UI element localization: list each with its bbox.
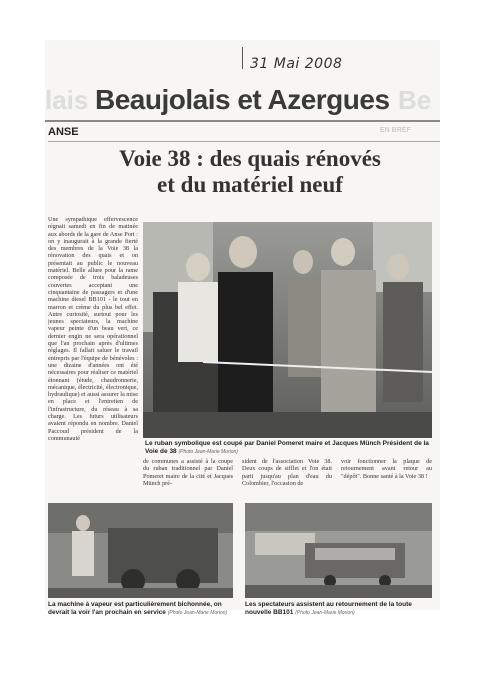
article-body-column-2: de communes a assisté à la coupe du ruban traditionnel par Daniel Pomeret maire de la cité et Jacques Münch pré- xyxy=(143,458,233,487)
main-photo xyxy=(143,222,432,438)
location-kicker: ANSE xyxy=(48,126,79,138)
handwritten-date: 31 Mai 2008 xyxy=(250,56,343,72)
main-photo-credit: (Photo Jean-Marie Morion) xyxy=(178,449,238,455)
steam-caption-text: La machine à vapeur est particulièrement bichonnée, on devrait la voir l'an prochain en service xyxy=(48,601,222,616)
faded-subheading: EN BREF xyxy=(380,127,411,134)
article-body-column-4: voir fonctionner la plaque de retournement avant retour au "dépôt". Bonne santé à la Voie 38 ! xyxy=(341,458,432,480)
faded-heading-left: lais xyxy=(45,85,89,115)
headline-line-1: Voie 38 : des quais rénovés xyxy=(119,146,381,171)
kicker-divider xyxy=(48,141,440,142)
steam-engine-photo xyxy=(48,503,233,598)
turntable-caption xyxy=(245,601,432,617)
article-headline xyxy=(60,146,440,198)
ribbon-ceremony-photo xyxy=(143,222,432,438)
main-photo-caption xyxy=(145,440,430,456)
turntable-image xyxy=(245,503,432,598)
article-body-column-1: Une sympathique effervescence régnait samedi en fin de matinée aux abords de la gare de Anse Port : on y inaugurait à la grande fierté des membres de la Voie 38 la rénovation des quais et on présentait au public le nouveau matériel. Belle allure pour la rame composée de trois baladeuses couvertes acceptant une cinquantaine de passagers et d'une machine diesel BB101 - le tout en marron et crème du plus bel effet. Autre curiosité, surtout pour les jeunes spectateurs, la machine vapeur peinte d'un beau vert, ce dernier engin ne sera opérationnel que l'an prochain après d'ultimes réglages. Il fallait saluer le travail entrepris par l'équipe de bénévoles : une dizaine d'années ont été nécessaires pour réaliser ce matériel étonnant (étude, chaudronnerie, mécanique, électricité, électronique, hydraulique) et aussi assurer la mise en place et l'entretien de l'infrastructure, du réseau à sa charge. Les futurs utilisateurs avaient répondu en nombre. Daniel Paccoud président de la communauté xyxy=(48,216,138,442)
turntable-caption-text: Les spectateurs assistent au retournement de la toute nouvelle BB101 xyxy=(245,601,412,616)
steam-engine-caption xyxy=(48,601,238,617)
section-divider xyxy=(45,120,440,122)
article-body-column-3: sident de l'association Voie 38. Deux coups de sifflet et l'on était parti jusqu'au plan d'eau du Colombier, l'occasion de xyxy=(242,458,332,487)
headline-line-2: et du matériel neuf xyxy=(157,172,343,197)
faded-heading-right: Be xyxy=(398,85,432,115)
section-title: Beaujolais et Azergues xyxy=(95,84,390,115)
turntable-photo xyxy=(245,503,432,598)
turntable-photo-credit: (Photo Jean-Marie Morion) xyxy=(295,610,355,616)
date-divider xyxy=(242,47,243,69)
steam-engine-image xyxy=(48,503,233,598)
steam-photo-credit: (Photo Jean-Marie Morion) xyxy=(167,610,228,616)
main-caption-text: Le ruban symbolique est coupé par Daniel Pomeret maire et Jacques Münch Président de la Voie de 38 xyxy=(145,440,429,455)
